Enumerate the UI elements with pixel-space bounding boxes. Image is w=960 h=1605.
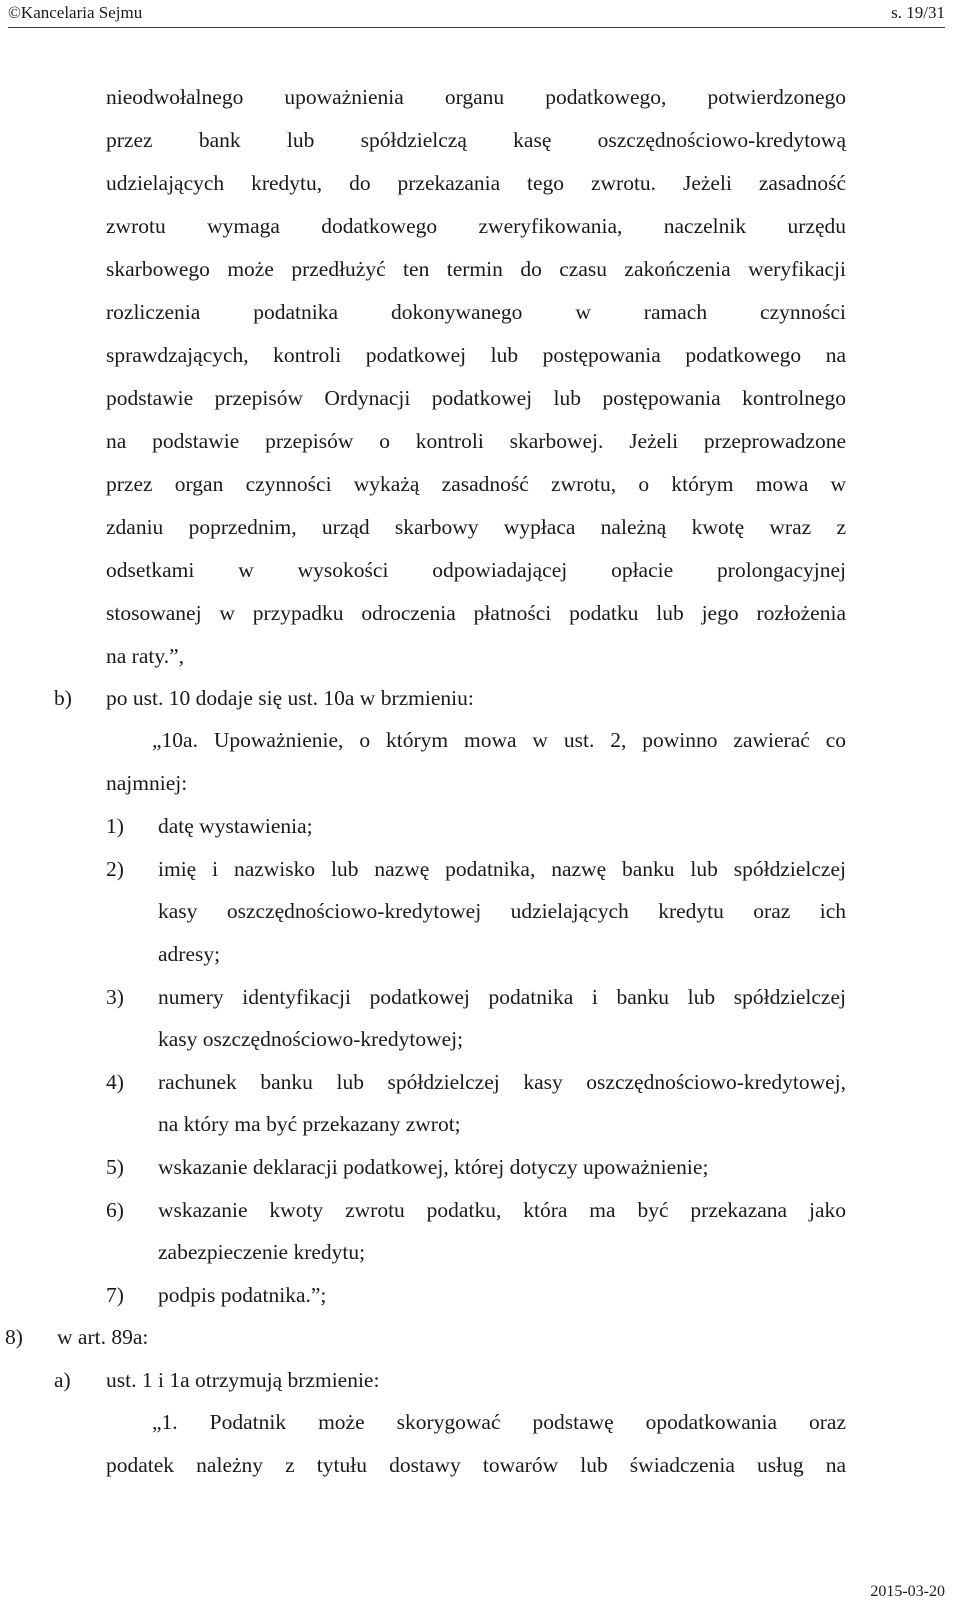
item-8-text: w art. 89a: [57, 1325, 149, 1349]
list-marker: 7) [106, 1283, 124, 1307]
list-marker: 5) [106, 1155, 124, 1179]
item-a-marker: a) [54, 1368, 71, 1392]
list-item-line: numery identyfikacji podatkowej podatnika i banku lub spółdzielczej [158, 985, 846, 1009]
list-marker: 6) [106, 1198, 124, 1222]
text-line: odsetkami w wysokości odpowiadającej opłacie prolongacyjnej [106, 558, 846, 582]
text-line: na podstawie przepisów o kontroli skarbowej. Jeżeli przeprowadzone [106, 429, 846, 453]
item-b-text: po ust. 10 dodaje się ust. 10a w brzmieniu: [106, 686, 474, 710]
text-line: sprawdzających, kontroli podatkowej lub postępowania podatkowego na [106, 343, 846, 367]
list-marker: 1) [106, 814, 124, 838]
text-line: przez bank lub spółdzielczą kasę oszczędnościowo-kredytową [106, 128, 846, 152]
text-line: przez organ czynności wykażą zasadność zwrotu, o którym mowa w [106, 472, 846, 496]
quote-1-line: „1. Podatnik może skorygować podstawę opodatkowania oraz [152, 1410, 846, 1434]
page-header [8, 0, 945, 28]
list-item-line: podpis podatnika.”; [158, 1283, 327, 1307]
list-marker: 4) [106, 1070, 124, 1094]
quote-10a-line: „10a. Upoważnienie, o którym mowa w ust. 2, powinno zawierać co [152, 728, 846, 752]
header-page-number: s. 19/31 [891, 3, 945, 22]
list-item-line: na który ma być przekazany zwrot; [158, 1112, 461, 1136]
text-line: podstawie przepisów Ordynacji podatkowej lub postępowania kontrolnego [106, 386, 846, 410]
header-source-text: Kancelaria Sejmu [20, 3, 143, 22]
list-item-line: datę wystawienia; [158, 814, 313, 838]
item-b-marker: b) [54, 686, 72, 710]
copyright-icon: © [8, 3, 21, 22]
text-line: udzielających kredytu, do przekazania tego zwrotu. Jeżeli zasadność [106, 171, 846, 195]
text-line: nieodwołalnego upoważnienia organu podatkowego, potwierdzonego [106, 85, 846, 109]
quote-1-line: podatek należny z tytułu dostawy towarów lub świadczenia usług na [106, 1453, 846, 1477]
list-item-line: imię i nazwisko lub nazwę podatnika, nazwę banku lub spółdzielczej [158, 857, 846, 881]
list-marker: 3) [106, 985, 124, 1009]
text-line: rozliczenia podatnika dokonywanego w ramach czynności [106, 300, 846, 324]
text-line: zdaniu poprzednim, urząd skarbowy wypłaca należną kwotę wraz z [106, 515, 846, 539]
text-line: stosowanej w przypadku odroczenia płatności podatku lub jego rozłożenia [106, 601, 846, 625]
list-item-line: kasy oszczędnościowo-kredytowej udzielających kredytu oraz ich [158, 899, 846, 923]
item-a-text: ust. 1 i 1a otrzymują brzmienie: [106, 1368, 380, 1392]
list-marker: 2) [106, 857, 124, 881]
text-line: na raty.”, [106, 644, 184, 668]
list-item-line: adresy; [158, 942, 221, 966]
quote-10a-line: najmniej: [106, 771, 188, 795]
list-item-line: zabezpieczenie kredytu; [158, 1240, 366, 1264]
list-item-line: wskazanie kwoty zwrotu podatku, która ma być przekazana jako [158, 1198, 846, 1222]
text-line: zwrotu wymaga dodatkowego zweryfikowania, naczelnik urzędu [106, 214, 846, 238]
page-footer-date: 2015-03-20 [870, 1583, 945, 1600]
item-8-marker: 8) [5, 1325, 23, 1349]
list-item-line: rachunek banku lub spółdzielczej kasy oszczędnościowo-kredytowej, [158, 1070, 846, 1094]
list-item-line: kasy oszczędnościowo-kredytowej; [158, 1027, 464, 1051]
text-line: skarbowego może przedłużyć ten termin do czasu zakończenia weryfikacji [106, 257, 846, 281]
header-source [8, 1, 142, 25]
list-item-line: wskazanie deklaracji podatkowej, której dotyczy upoważnienie; [158, 1155, 709, 1179]
